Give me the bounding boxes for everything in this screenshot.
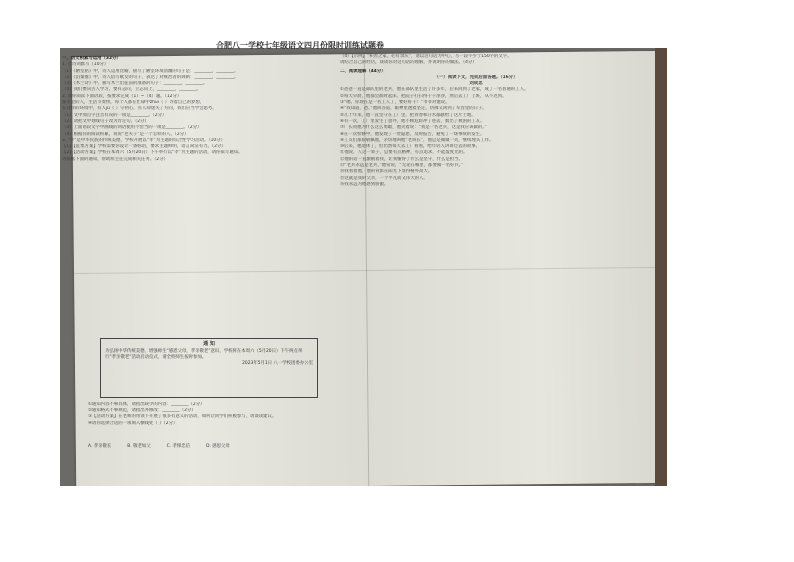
option-item: C. 孝悌忠信 xyxy=(166,444,191,449)
notice-heading: 通 知 xyxy=(203,341,215,347)
right-line: ③“嗯，你现在是一名工人了，要好好干！”爷爷对他说。 xyxy=(340,100,450,106)
right-line: ⑫他的话一直激励着我，让我懂得了什么是坚守，什么是担当。 xyxy=(340,156,463,162)
option-item: D. 感恩父母 xyxy=(206,444,230,449)
notice-questions xyxy=(88,402,338,427)
right-line: ①爸爸一直是部队里的老兵，他在部队里生活了许多年，后来回到了老家，成了一名普通的工人。 xyxy=(340,87,529,93)
right-line: ⑦厂长问他为什么这么勇敢，他笑着说：“我是一名老兵，这是我应该做的。” xyxy=(340,125,487,131)
option-item: B. 敬老如父 xyxy=(127,444,151,449)
exam-title: 合肥八一学校七年级语文四月份限时训练试题卷 xyxy=(216,40,384,50)
right-line: ⑧在一次检修中，他发现了一处隐患，及时报告，避免了一场事故的发生。 xyxy=(340,131,485,137)
right-line: ⑪他说，人这一辈子，总要有点精神，有点追求，不能虚度光阴。 xyxy=(340,150,468,156)
table-edge xyxy=(655,48,667,486)
bottom-line: ②通知格式不够规范，请指出并修改：________（2分） xyxy=(88,408,196,414)
right-line: ⑮这就是我的父亲，一个平凡而又伟大的人。 xyxy=(340,175,428,181)
right-line: ⑬“老兵永远是老兵，”他常说，“无论在哪里，都要做一名好兵。” xyxy=(340,163,464,169)
left-line: 一、语文积累与运用（32分） xyxy=(62,56,121,61)
left-line: 1. 古诗词默写（10分） xyxy=(62,62,109,68)
option-item: A. 孝亲敬长 xyxy=(88,444,112,449)
right-line: ⑨工友们都很敬佩他，亲切地叫他“老班长”，他总是微微一笑，继续埋头工作。 xyxy=(340,137,494,143)
left-line: （2）请把文中划线句子改为肯定句。（2分） xyxy=(62,118,149,124)
right-line: （一）阅读下文，完成后面各题。（16分） xyxy=(434,74,518,80)
left-line: 3. “孝”是中华民族的传统美德，学校开展以“孝”为主题的综合性学习活动。（10分） xyxy=(62,137,225,143)
left-line: 【2】【活动方案】学校在本周六（5月20日）下午举行以“孝”为主题的活动，请你拟写通知。 xyxy=(62,150,243,156)
right-line: ⑥有一次，工厂里发生了意外，他不顾危险冲了进去，救出了被困的工友。 xyxy=(340,118,485,124)
notice-signature: 2023年5月1日 八一学校团委办公室 xyxy=(242,361,313,366)
left-line: （3）上面语段文字中画线的词语使用不恰当的一项是________。（2分） xyxy=(62,125,202,131)
left-line: （4）根据你的阅读积累，说说“老夫子”是一个怎样的人。（2分） xyxy=(62,131,189,137)
notice-body: 为弘扬中华传统美德，增强师生“感恩父母，孝亲敬老”意识，学校将在本周六（5月20日）下午两点举行“孝亲敬老”活动启动仪式，请全校师生按时参加。 xyxy=(105,349,303,360)
right-column xyxy=(340,54,612,188)
right-line: 刘成忠 xyxy=(469,81,483,87)
left-line: 【1】【征集方案】学校需要你设计一条标语，要求主题鲜明，语言简洁有力。（2分） xyxy=(62,144,226,150)
notice-box xyxy=(100,338,318,398)
bottom-line: ③【活动方案】在老师的带领下开展了很多有意义的活动，如何让同学们积极参与，请谈谈建议。 xyxy=(88,414,277,420)
left-line: 在这样的环境中，有人jù（ ）守初心，有人却迷失了方向，我们应当学会思考。 xyxy=(62,106,217,112)
left-line: （4）我们要向古人学习，要有志向，立志向上，________，________。 xyxy=(62,87,201,93)
left-line: （1）文中加点字注音有误的一项是________。（2分） xyxy=(62,112,167,118)
right-line: ⑩后来，他退休了，但仍然每天去工厂看看，给年轻人讲讲过去的故事。 xyxy=(340,144,481,150)
left-line: 2. 请你阅读下面语段，按要求完成（1）~（4）题。（12分） xyxy=(62,93,182,99)
answer-options xyxy=(88,443,246,449)
left-line: 请根据下面的通知，帮助班主任完成相关任务。（2分） xyxy=(62,156,168,162)
left-column xyxy=(62,54,334,163)
bottom-line: ①通知内容不够具体，请指出缺少的内容：________（2分） xyxy=(88,402,205,407)
right-line: ②每天早晨，他都会准时起床，把院子打扫得干干净净，然后去工厂上班，从不迟到。 xyxy=(340,93,507,99)
left-line: （3）《木兰诗》中，描写木兰出征前的准备的句子：________，________。 xyxy=(62,81,208,87)
right-line: （4）【示例】“积善之家，必有余庆”，请以这句话为中心，写一段不少于150字的文字。 xyxy=(340,54,512,59)
left-line: 都市里的人，生活节奏快，每个人都在忙碌中zhui（ ）寻着自己的梦想， xyxy=(62,100,205,106)
right-line: ④“我知道，爸。”他回答道，眼神里透着坚定，仿佛又回到了军营里的日子。 xyxy=(340,106,487,112)
left-line: （1）《陋室铭》中，诗人运用比喻，描写了陋室环境清幽的句子是：________，________。 xyxy=(62,68,239,74)
right-line: 二、阅读理解（44分） xyxy=(340,68,386,74)
right-line: ⑯我永远为他感到骄傲。 xyxy=(340,181,389,187)
right-line: 请结合自己的经历，谈谈你对这句话的理解，并说明你的做法。（4分） xyxy=(340,60,477,66)
right-line: ⑭我看着他，他的背影在阳光下显得格外高大。 xyxy=(340,169,433,175)
left-line: （2）《泊秦淮》中，诗人借写歌女的句子，表达了对统治者的讽刺：________，________。 xyxy=(62,74,239,80)
bottom-line: ④请你选择合适的一项填入横线处（ ）（2分） xyxy=(88,420,178,426)
right-line: ⑤几十年来，他一直坚守在工厂里，把青春和汗水都献给了这片土地。 xyxy=(340,112,476,118)
